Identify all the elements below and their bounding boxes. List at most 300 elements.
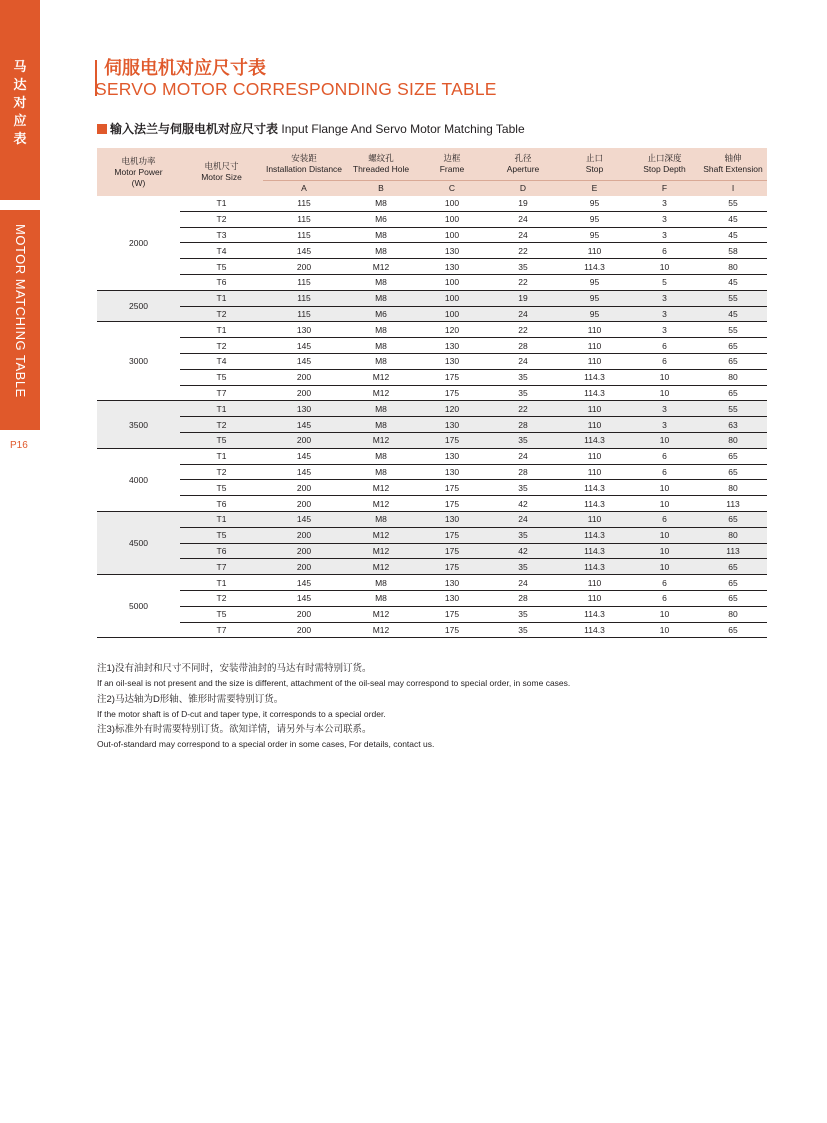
section-square-icon [97,124,107,134]
column-header-code: E [559,181,630,197]
table-cell: M8 [345,290,417,306]
table-row [97,290,767,306]
table-cell: 114.3 [559,622,630,638]
table-cell: 100 [417,290,487,306]
table-cell: 200 [263,543,345,559]
motor-power-cell: 4000 [97,448,180,511]
column-header-en: Motor Size [201,172,242,182]
table-cell: 65 [699,590,767,606]
table-cell: 145 [263,590,345,606]
table-cell: 200 [263,369,345,385]
table-cell: 55 [699,401,767,417]
table-cell: 3 [630,290,699,306]
table-cell: 95 [559,274,630,290]
motor-size-cell: T2 [180,590,263,606]
column-header-en: Stop Depth [643,164,686,174]
table-row [97,259,767,275]
table-cell: 130 [417,259,487,275]
table-cell: M8 [345,274,417,290]
table-cell: 114.3 [559,432,630,448]
table-cell: M8 [345,243,417,259]
motor-size-cell: T2 [180,417,263,433]
motor-size-cell: T2 [180,464,263,480]
motor-power-cell: 3500 [97,401,180,448]
table-cell: 115 [263,274,345,290]
table-cell: 10 [630,496,699,512]
table-cell: 120 [417,401,487,417]
motor-size-cell: T2 [180,338,263,354]
table-cell: 80 [699,606,767,622]
note-en: If an oil-seal is not present and the size is different, attachment of the oil-seal may correspond to special order, in some cases. [97,678,571,689]
table-cell: 175 [417,622,487,638]
table-row [97,401,767,417]
table-cell: 130 [417,464,487,480]
table-cell: 10 [630,432,699,448]
table-row [97,369,767,385]
table-cell: 175 [417,559,487,575]
table-cell: 110 [559,322,630,338]
table-cell: 130 [417,575,487,591]
motor-size-cell: T6 [180,543,263,559]
table-cell: 6 [630,338,699,354]
column-header [345,148,417,181]
table-cell: 200 [263,432,345,448]
table-body [97,196,767,638]
table-cell: M12 [345,527,417,543]
table-cell: 24 [487,227,559,243]
table-cell: 6 [630,590,699,606]
table-cell: M12 [345,622,417,638]
table-cell: 10 [630,480,699,496]
table-cell: 65 [699,353,767,369]
table-cell: 65 [699,448,767,464]
table-cell: 3 [630,322,699,338]
table-cell: M8 [345,464,417,480]
table-cell: 28 [487,417,559,433]
table-row [97,575,767,591]
table-cell: 80 [699,480,767,496]
note-cn: 注1)没有油封和尺寸不同时，安装带油封的马达有时需特别订货。 [97,663,372,674]
table-row [97,353,767,369]
table-cell: 3 [630,227,699,243]
table-cell: 200 [263,259,345,275]
column-header-en: Threaded Hole [352,164,410,174]
table-cell: 35 [487,480,559,496]
table-row [97,590,767,606]
table-cell: M8 [345,401,417,417]
table-row [97,559,767,575]
table-cell: 6 [630,243,699,259]
table-cell: 95 [559,227,630,243]
table-cell: 65 [699,575,767,591]
column-header-code: C [417,181,487,197]
note-en: If the motor shaft is of D-cut and taper type, it corresponds to a special order. [97,708,386,719]
table-cell: 3 [630,211,699,227]
table-row [97,543,767,559]
table-cell: 130 [417,511,487,527]
table-cell: 145 [263,417,345,433]
column-header [263,148,345,181]
section-heading-cn: 输入法兰与伺服电机对应尺寸表 [110,122,279,136]
column-header-cn: 电机尺寸 [204,161,239,171]
table-row [97,338,767,354]
table-cell: 175 [417,527,487,543]
table-cell: 114.3 [559,259,630,275]
table-cell: 22 [487,243,559,259]
table-cell: M8 [345,575,417,591]
table-cell: 100 [417,227,487,243]
table-cell: 200 [263,496,345,512]
motor-size-cell: T1 [180,575,263,591]
table-row [97,496,767,512]
table-cell: 6 [630,575,699,591]
column-header-cn: 孔径 [514,153,532,163]
sidebar-section-tab [0,210,40,430]
table-cell: 95 [559,211,630,227]
table-cell: 35 [487,259,559,275]
table-cell: 145 [263,448,345,464]
page-number: P16 [10,440,28,451]
table-cell: 100 [417,274,487,290]
table-cell: M12 [345,496,417,512]
table-cell: 175 [417,606,487,622]
table-cell: 45 [699,227,767,243]
table-cell: 114.3 [559,559,630,575]
table-row [97,480,767,496]
table-cell: 175 [417,432,487,448]
table-cell: 65 [699,622,767,638]
column-header-code: B [345,181,417,197]
table-row [97,432,767,448]
table-cell: 200 [263,480,345,496]
column-header [699,148,767,181]
motor-power-cell: 4500 [97,511,180,574]
column-header-code: D [487,181,559,197]
column-header-code: I [699,181,767,197]
table-cell: 3 [630,417,699,433]
column-header-code: A [263,181,345,197]
table-cell: 110 [559,243,630,259]
table-cell: 130 [263,401,345,417]
table-cell: 35 [487,606,559,622]
table-cell: 200 [263,385,345,401]
table-cell: 22 [487,322,559,338]
table-cell: 80 [699,369,767,385]
table-cell: 10 [630,385,699,401]
column-header-en: Aperture [506,164,540,174]
column-header-cn: 边框 [443,153,461,163]
table-cell: 145 [263,511,345,527]
table-cell: 95 [559,306,630,322]
table-cell: 22 [487,274,559,290]
table-cell: 35 [487,385,559,401]
sidebar-section-label: MOTOR MATCHING TABLE [13,224,28,398]
table-cell: 10 [630,559,699,575]
motor-size-cell: T1 [180,196,263,211]
table-cell: 10 [630,622,699,638]
note-en: Out-of-standard may correspond to a special order in some cases, For details, contact us. [97,739,435,750]
table-cell: 35 [487,622,559,638]
column-header-en: Frame [439,164,465,174]
motor-size-cell: T3 [180,227,263,243]
table-cell: 145 [263,575,345,591]
motor-power-cell: 5000 [97,575,180,638]
column-header-en: Shaft Extension [703,164,763,174]
motor-size-cell: T1 [180,322,263,338]
section-heading [97,122,525,136]
table-cell: 65 [699,559,767,575]
table-cell: 6 [630,448,699,464]
table-cell: 24 [487,353,559,369]
table-row [97,243,767,259]
table-cell: 200 [263,606,345,622]
table-cell: 35 [487,559,559,575]
table-cell: 114.3 [559,543,630,559]
table-cell: M12 [345,432,417,448]
table-cell: 28 [487,464,559,480]
table-cell: 45 [699,306,767,322]
motor-size-cell: T2 [180,211,263,227]
table-cell: 145 [263,338,345,354]
sidebar-category-label [0,58,40,148]
table-cell: 65 [699,338,767,354]
column-header-cn: 轴伸 [724,153,742,163]
table-row [97,464,767,480]
table-cell: 130 [417,590,487,606]
table-cell: 3 [630,401,699,417]
table-cell: 80 [699,432,767,448]
table-cell: 55 [699,290,767,306]
table-cell: 10 [630,543,699,559]
table-row [97,196,767,211]
table-cell: 114.3 [559,385,630,401]
table-cell: 35 [487,432,559,448]
table-cell: 130 [417,353,487,369]
table-cell: 19 [487,196,559,211]
table-cell: 3 [630,306,699,322]
table-cell: 115 [263,290,345,306]
column-header [180,148,263,196]
table-cell: 55 [699,322,767,338]
motor-size-cell: T1 [180,401,263,417]
motor-size-cell: T7 [180,385,263,401]
table-cell: M12 [345,385,417,401]
column-header-cn: 电机功率 [121,155,156,166]
table-cell: 175 [417,496,487,512]
table-cell: 24 [487,211,559,227]
table-cell: 130 [417,338,487,354]
motor-size-cell: T5 [180,527,263,543]
column-header [97,148,180,196]
table-cell: 95 [559,196,630,211]
table-row [97,448,767,464]
size-table [97,148,767,638]
table-cell: 115 [263,227,345,243]
page-title-en: SERVO MOTOR CORRESPONDING SIZE TABLE [95,79,497,99]
table-cell: 65 [699,385,767,401]
table-cell: 80 [699,527,767,543]
table-cell: 110 [559,448,630,464]
motor-size-cell: T4 [180,353,263,369]
motor-size-cell: T6 [180,496,263,512]
table-cell: 5 [630,274,699,290]
table-cell: M12 [345,259,417,275]
table-cell: 35 [487,369,559,385]
column-header [630,148,699,181]
table-row [97,322,767,338]
motor-size-cell: T7 [180,622,263,638]
column-header-cn: 螺纹孔 [368,153,394,163]
table-cell: 6 [630,464,699,480]
table-row [97,606,767,622]
table-cell: 110 [559,464,630,480]
table-row [97,306,767,322]
table-cell: 28 [487,338,559,354]
table-row [97,385,767,401]
note-cn: 注2)马达轴为D形轴、锥形时需要特别订货。 [97,693,284,705]
table-row [97,227,767,243]
table-cell: 114.3 [559,527,630,543]
table-cell: 58 [699,243,767,259]
table-cell: 24 [487,448,559,464]
sidebar-category-tab [0,0,40,200]
table-cell: 130 [263,322,345,338]
table-cell: 10 [630,259,699,275]
table-cell: 100 [417,306,487,322]
motor-size-cell: T7 [180,559,263,575]
table-cell: 115 [263,211,345,227]
table-cell: 175 [417,385,487,401]
table-cell: M8 [345,322,417,338]
table-row [97,511,767,527]
motor-size-cell: T5 [180,606,263,622]
column-header-cn: 止口深度 [647,153,682,163]
table-cell: M6 [345,211,417,227]
table-header-row [97,148,767,181]
column-header-cn: 安装距 [291,153,317,163]
table-cell: 35 [487,527,559,543]
table-cell: M8 [345,196,417,211]
page-title-cn: 伺服电机对应尺寸表 [104,58,266,78]
table-cell: 10 [630,527,699,543]
table-cell: 24 [487,575,559,591]
table-cell: M12 [345,369,417,385]
table-cell: 175 [417,480,487,496]
table-cell: 115 [263,306,345,322]
table-cell: 42 [487,496,559,512]
table-cell: 110 [559,401,630,417]
table-cell: M8 [345,353,417,369]
notes-block [97,661,570,753]
table-cell: M12 [345,543,417,559]
table-cell: M12 [345,480,417,496]
column-header-en: Motor Power [114,166,163,177]
table-cell: 100 [417,196,487,211]
table-cell: 10 [630,369,699,385]
table-cell: 65 [699,511,767,527]
table-row [97,417,767,433]
table-cell: M8 [345,417,417,433]
table-cell: 45 [699,211,767,227]
table-cell: 110 [559,511,630,527]
table-row [97,622,767,638]
column-header [487,148,559,181]
table-cell: M12 [345,606,417,622]
table-cell: 114.3 [559,369,630,385]
table-row [97,527,767,543]
table-cell: 110 [559,590,630,606]
motor-size-cell: T1 [180,511,263,527]
table-cell: 114.3 [559,606,630,622]
column-header-en: Installation Distance [265,164,343,174]
table-cell: 45 [699,274,767,290]
table-cell: M8 [345,227,417,243]
column-header [417,148,487,181]
table-cell: 110 [559,353,630,369]
table-row [97,211,767,227]
table-cell: 24 [487,306,559,322]
table-cell: 130 [417,448,487,464]
column-header-unit: (W) [131,177,146,188]
table-cell: 95 [559,290,630,306]
table-cell: 24 [487,511,559,527]
table-cell: 22 [487,401,559,417]
motor-power-cell: 2000 [97,196,180,290]
table-cell: M8 [345,338,417,354]
table-cell: 80 [699,259,767,275]
table-cell: 3 [630,196,699,211]
table-cell: 55 [699,196,767,211]
column-header [559,148,630,181]
motor-size-cell: T2 [180,306,263,322]
table-cell: M6 [345,306,417,322]
motor-size-cell: T5 [180,369,263,385]
table-cell: 145 [263,243,345,259]
table-cell: 200 [263,622,345,638]
motor-power-cell: 3000 [97,322,180,401]
table-cell: 115 [263,196,345,211]
table-cell: 6 [630,353,699,369]
table-cell: 19 [487,290,559,306]
table-cell: 110 [559,417,630,433]
table-cell: 175 [417,543,487,559]
column-header-en: Stop [585,164,604,174]
table-cell: 113 [699,543,767,559]
table-cell: 100 [417,211,487,227]
table-cell: 63 [699,417,767,433]
sidebar-category-text: 马达对应表 [13,59,27,146]
column-header-code: F [630,181,699,197]
table-cell: 145 [263,464,345,480]
motor-size-cell: T5 [180,480,263,496]
table-cell: 114.3 [559,480,630,496]
motor-power-cell: 2500 [97,290,180,322]
table-cell: 28 [487,590,559,606]
table-cell: 120 [417,322,487,338]
table-cell: 10 [630,606,699,622]
section-heading-en: Input Flange And Servo Motor Matching Table [281,122,525,136]
table-cell: 130 [417,417,487,433]
table-cell: 175 [417,369,487,385]
motor-size-cell: T4 [180,243,263,259]
table-cell: M8 [345,511,417,527]
table-cell: 130 [417,243,487,259]
table-cell: M12 [345,559,417,575]
motor-size-cell: T6 [180,274,263,290]
table-cell: M8 [345,448,417,464]
table-row [97,274,767,290]
table-cell: 200 [263,559,345,575]
